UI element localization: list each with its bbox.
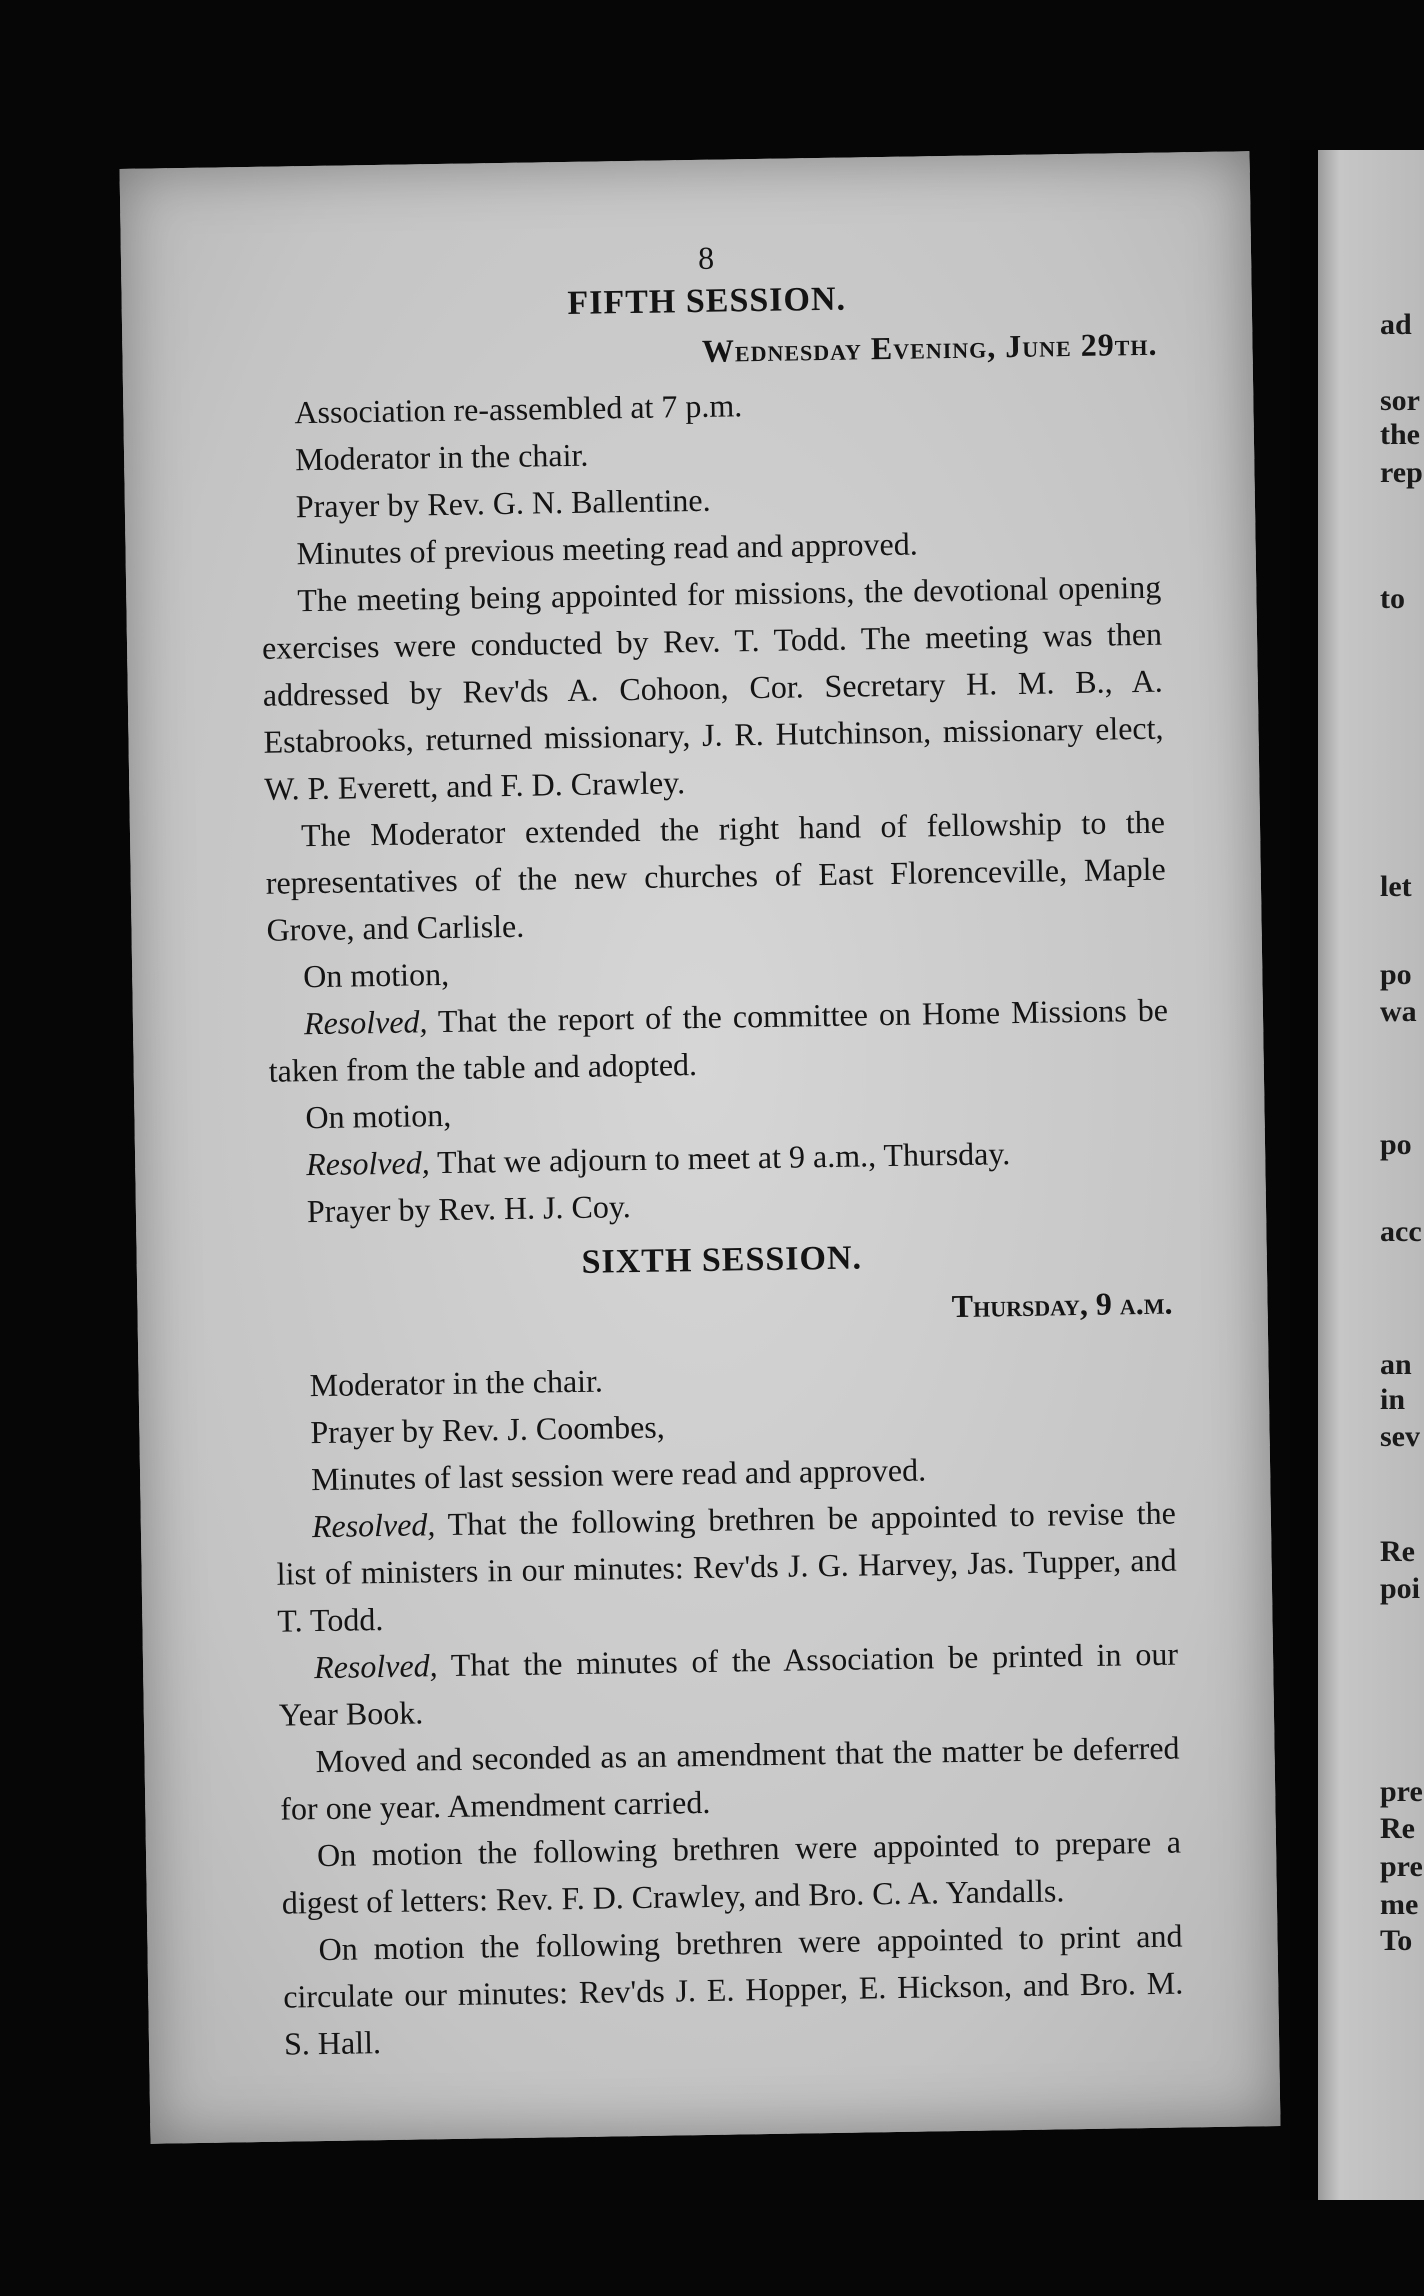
facing-fragment: let bbox=[1380, 870, 1412, 903]
motion-line: On motion, bbox=[302, 955, 450, 995]
facing-fragment: sor bbox=[1380, 384, 1420, 417]
facing-fragment: ad bbox=[1380, 308, 1412, 341]
minutes-line: Association re-assembled at 7 p.m. bbox=[294, 387, 743, 431]
sixth-session-heading: SIXTH SESSION. bbox=[581, 1239, 863, 1281]
facing-fragment: acc bbox=[1380, 1215, 1422, 1248]
facing-fragment: to bbox=[1380, 582, 1405, 615]
minutes-line: Prayer by Rev. G. N. Ballentine. bbox=[295, 481, 711, 525]
facing-fragment: sev bbox=[1380, 1420, 1420, 1453]
minutes-paragraph: The meeting being appointed for missions, the devotional opening exercises were conducted by Rev. T. Todd. The meeting was then addressed by Rev'ds A. Cohoon, Cor. Secretary H. M. B., A. Estabrooks, returned missionary, J. R. Hutchinson, missionary elect, W. P. Everett, and F. D. Crawley. bbox=[261, 568, 1164, 807]
facing-fragment: rep bbox=[1380, 456, 1423, 489]
book-gutter bbox=[1290, 140, 1320, 2200]
resolution bbox=[268, 987, 1169, 1095]
resolved-label: Resolved, bbox=[305, 1144, 430, 1183]
motion-line: On motion, bbox=[305, 1096, 452, 1136]
minutes-paragraph: Moved and seconded as an amendment that the matter be deferred for one year. Amendment carried. bbox=[280, 1729, 1180, 1827]
sixth-session bbox=[271, 1228, 1184, 2068]
resolution-text: That the following brethren be appointed to revise the list of ministers in our minutes: Rev'ds J. G. Harvey, Jas. Tupper, and T. Todd. bbox=[276, 1494, 1177, 1639]
minutes-paragraph: On motion the following brethren were appointed to print and circulate our minutes: Rev'ds J. E. Hopper, E. Hickson, and Bro. M. S. Hall. bbox=[283, 1917, 1184, 2062]
minutes-line: Moderator in the chair. bbox=[294, 436, 589, 478]
facing-fragment: Re bbox=[1380, 1812, 1415, 1845]
resolution bbox=[276, 1490, 1178, 1645]
resolution bbox=[278, 1631, 1179, 1739]
facing-fragment: po bbox=[1380, 958, 1412, 991]
facing-fragment: an bbox=[1380, 1348, 1412, 1381]
facing-fragment: in bbox=[1380, 1383, 1406, 1416]
minutes-line: Minutes of previous meeting read and approved. bbox=[296, 525, 918, 572]
minutes-paragraph: On motion the following brethren were appointed to prepare a digest of letters: Rev. F. D. Crawley, and Bro. C. A. Yandalls. bbox=[281, 1823, 1182, 1921]
fifth-session bbox=[256, 269, 1171, 1236]
facing-fragment: me bbox=[1380, 1888, 1419, 1921]
facing-fragment: wa bbox=[1380, 995, 1417, 1028]
fifth-session-date: Wednesday Evening, June 29th. bbox=[701, 325, 1158, 369]
resolved-label: Resolved, bbox=[313, 1647, 438, 1686]
resolution-text: That the minutes of the Association be printed in our Year Book. bbox=[278, 1635, 1179, 1733]
facing-fragment: Re bbox=[1380, 1535, 1415, 1568]
minutes-line: Prayer by Rev. J. Coombes, bbox=[310, 1408, 665, 1451]
resolution-text: That the report of the committee on Home Missions be taken from the table and adopted. bbox=[268, 991, 1169, 1089]
fifth-session-heading: FIFTH SESSION. bbox=[567, 280, 847, 322]
resolution-text: That we adjourn to meet at 9 a.m., Thursday. bbox=[429, 1135, 1011, 1181]
minutes-line: Minutes of last session were read and approved. bbox=[310, 1451, 927, 1498]
book-page bbox=[120, 151, 1281, 2144]
facing-fragment: pre bbox=[1380, 1775, 1423, 1808]
page-number: 8 bbox=[697, 239, 715, 276]
sixth-session-date: Thursday, 9 a.m. bbox=[951, 1284, 1173, 1325]
resolved-label: Resolved, bbox=[311, 1506, 436, 1545]
closing-prayer: Prayer by Rev. H. J. Coy. bbox=[306, 1188, 632, 1230]
facing-fragment: pre bbox=[1380, 1850, 1423, 1883]
page-content bbox=[256, 228, 1185, 2068]
resolved-label: Resolved, bbox=[303, 1003, 428, 1042]
facing-fragment: poi bbox=[1380, 1572, 1421, 1605]
minutes-paragraph: The Moderator extended the right hand of fellowship to the representatives of the new churches of East Florenceville, Maple Grove, and Carlisle. bbox=[265, 803, 1166, 948]
facing-fragment: po bbox=[1380, 1128, 1412, 1161]
facing-fragment: To bbox=[1380, 1924, 1413, 1957]
facing-fragment: the bbox=[1380, 418, 1420, 451]
minutes-line: Moderator in the chair. bbox=[309, 1362, 604, 1404]
